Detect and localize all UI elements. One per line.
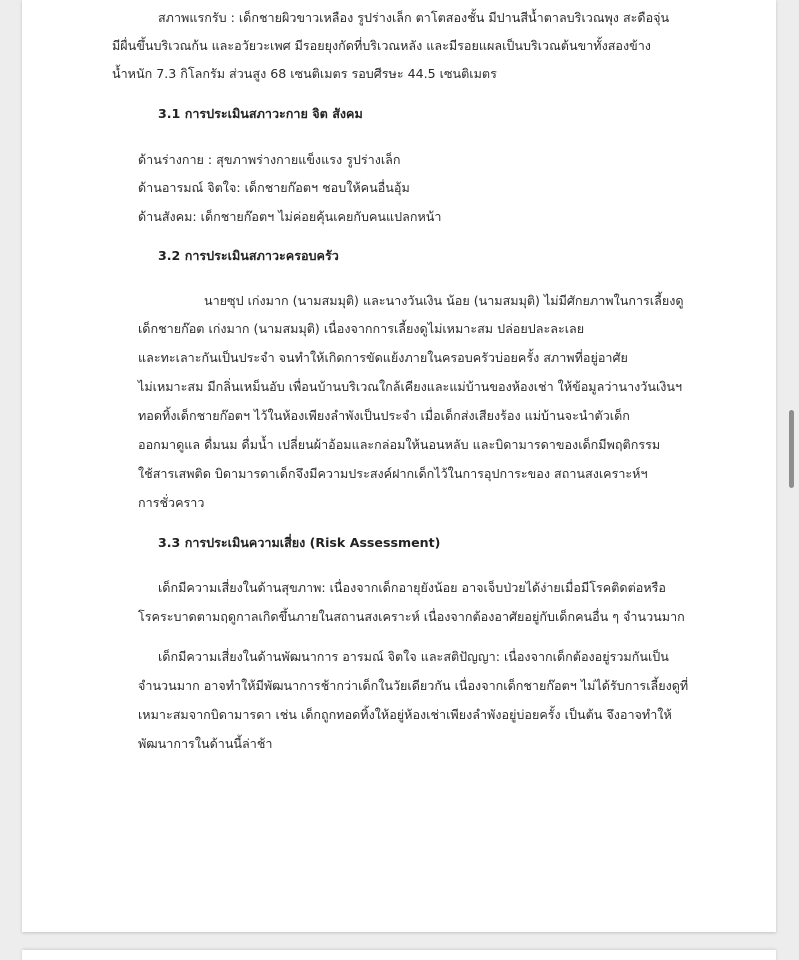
- section-3-3-heading: 3.3 การประเมินความเสี่ยง (Risk Assessment): [158, 535, 441, 550]
- risk-development-line-4: พัฒนาการในด้านนี้ล่าช้า: [138, 736, 273, 751]
- family-line-4: ไม่เหมาะสม มีกลิ่นเหม็นอับ เพื่อนบ้านบริเวณใกล้เคียงและแม่บ้านของห้องเช่า ให้ข้อมูลว่านางวันเงินฯ: [138, 379, 683, 394]
- next-page: [22, 950, 776, 960]
- family-line-1: นายซุป เก่งมาก (นามสมมุติ) และนางวันเงิน น้อย (นามสมมุติ) ไม่มีศักยภาพในการเลี้ยงดู: [204, 293, 684, 308]
- section-3-1-heading: 3.1 การประเมินสภาวะกาย จิต สังคม: [158, 106, 363, 121]
- family-line-5: ทอดทิ้งเด็กชายก๊อตฯ ไว้ในห้องเพียงลำพังเป็นประจำ เมื่อเด็กส่งเสียงร้อง แม่บ้านจะนำตัวเด็ก: [138, 408, 630, 423]
- family-line-8: การชั่วคราว: [138, 495, 205, 510]
- intro-line-3: น้ำหนัก 7.3 กิโลกรัม ส่วนสูง 68 เซนติเมตร รอบศีรษะ 44.5 เซนติเมตร: [112, 66, 497, 81]
- section-3-2-heading: 3.2 การประเมินสภาวะครอบครัว: [158, 248, 339, 263]
- risk-development-line-2: จำนวนมาก อาจทำให้มีพัฒนาการช้ากว่าเด็กในวัยเดียวกัน เนื่องจากเด็กชายก๊อตฯ ไม่ได้รับการเลี้ยงดูที่: [138, 678, 689, 693]
- family-line-6: ออกมาดูแล ดื่มนม ดื่มน้ำ เปลี่ยนผ้าอ้อมและกล่อมให้นอนหลับ และบิดามารดาของเด็กมีพฤติกรรม: [138, 437, 661, 452]
- risk-development-line-3: เหมาะสมจากบิดามารดา เช่น เด็กถูกทอดทิ้งให้อยู่ห้องเช่าเพียงลำพังอยู่บ่อยครั้ง เป็นต้น จึงอาจทำให้: [138, 707, 672, 722]
- risk-development-line-1: เด็กมีความเสี่ยงในด้านพัฒนาการ อารมณ์ จิตใจ และสติปัญญา: เนื่องจากเด็กต้องอยู่รวมกันเป็น: [158, 649, 669, 664]
- risk-health-line-1: เด็กมีความเสี่ยงในด้านสุขภาพ: เนื่องจากเด็กอายุยังน้อย อาจเจ็บป่วยได้ง่ายเมื่อมีโรคติดต่อหรือ: [158, 580, 666, 595]
- social-assessment: ด้านสังคม: เด็กชายก๊อตฯ ไม่ค่อยคุ้นเคยกับคนแปลกหน้า: [138, 209, 442, 224]
- document-page: [22, 0, 776, 932]
- intro-line-1: สภาพแรกรับ : เด็กชายผิวขาวเหลือง รูปร่างเล็ก ตาโตสองชั้น มีปานสีน้ำตาลบริเวณพุง สะดือจุ่น: [158, 10, 670, 25]
- emotional-assessment: ด้านอารมณ์ จิตใจ: เด็กชายก๊อตฯ ชอบให้คนอื่นอุ้ม: [138, 180, 410, 195]
- family-line-7: ใช้สารเสพติด บิดามารดาเด็กจึงมีความประสงค์ฝากเด็กไว้ในการอุปการะของ สถานสงเคราะห์ฯ: [138, 466, 648, 481]
- risk-health-line-2: โรคระบาดตามฤดูกาลเกิดขึ้นภายในสถานสงเคราะห์ เนื่องจากต้องอาศัยอยู่กับเด็กคนอื่น ๆ จำนวนมาก: [138, 609, 685, 624]
- intro-line-2: มีผื่นขึ้นบริเวณก้น และอวัยวะเพศ มีรอยยุงกัดที่บริเวณหลัง และมีรอยแผลเป็นบริเวณต้นขาทั้งสองข้าง: [112, 38, 651, 53]
- family-line-3: และทะเลาะกันเป็นประจำ จนทำให้เกิดการขัดแย้งภายในครอบครัวบ่อยครั้ง สภาพที่อยู่อาศัย: [138, 350, 628, 365]
- physical-assessment: ด้านร่างกาย : สุขภาพร่างกายแข็งแรง รูปร่างเล็ก: [138, 152, 401, 167]
- family-line-2: เด็กชายก๊อต เก่งมาก (นามสมมุติ) เนื่องจากการเลี้ยงดูไม่เหมาะสม ปล่อยปละละเลย: [138, 321, 585, 336]
- vertical-scrollbar[interactable]: [789, 410, 794, 488]
